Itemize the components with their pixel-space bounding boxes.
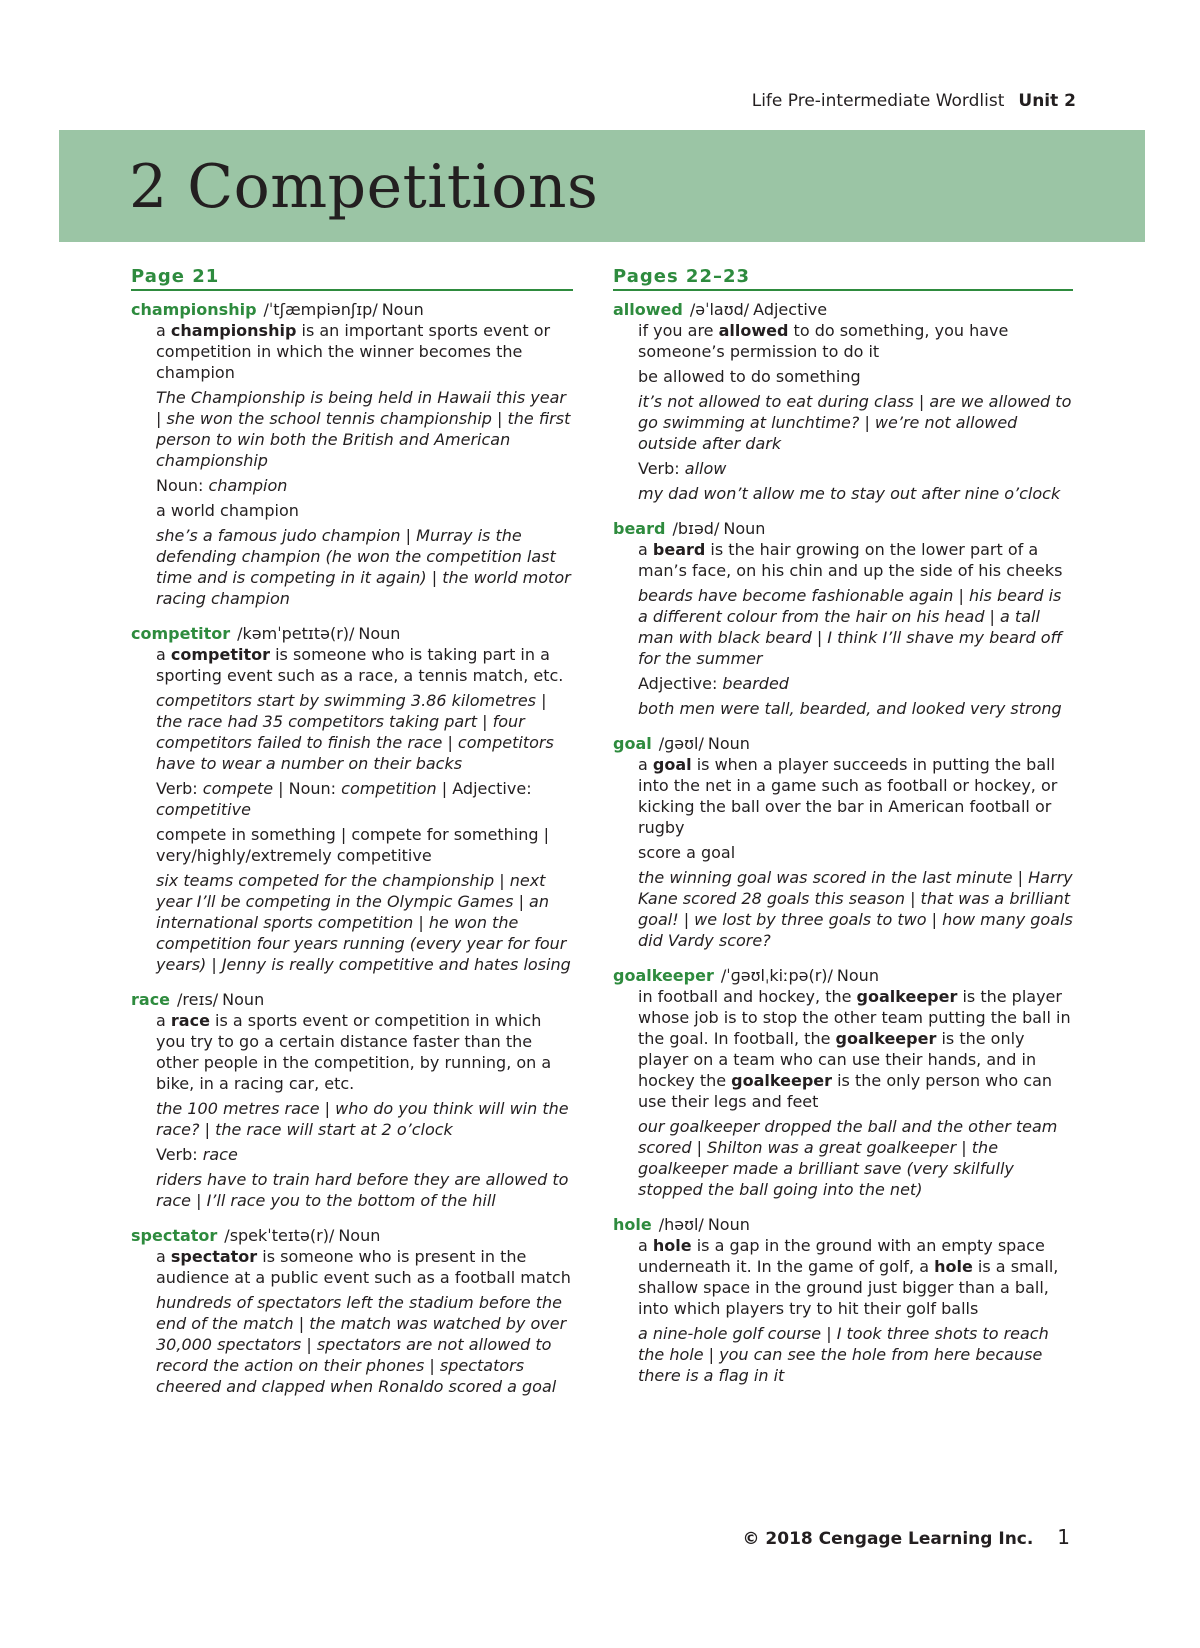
definition-text: is the only person who can use their legs and feet — [638, 1071, 1053, 1111]
example-sentences: my dad won’t allow me to stay out after nine o’clock — [638, 484, 1061, 503]
definition-keyword: goalkeeper — [731, 1071, 833, 1090]
part-of-speech: Noun — [707, 734, 750, 753]
definition-text: is the only player on a team who can use their hands, and in hockey the — [638, 1029, 1037, 1090]
definition-text: in football and hockey, the — [638, 987, 857, 1006]
definition-text: a — [156, 1011, 171, 1030]
entry-body — [156, 1246, 573, 1397]
headword: spectator — [131, 1226, 218, 1245]
dictionary-entry — [613, 965, 1073, 1200]
definition-text: to do something, you have someone’s permission to do it — [638, 321, 1009, 361]
dictionary-entry — [613, 733, 1073, 951]
definition-keyword: allowed — [718, 321, 789, 340]
example-sentences: it’s not allowed to eat during class | are we allowed to go swimming at lunchtime? | we’re not allowed outside after dark — [638, 392, 1072, 453]
definition-text: a — [638, 540, 653, 559]
running-header — [752, 91, 1076, 111]
headword: goalkeeper — [613, 966, 714, 985]
example-sentences: both men were tall, bearded, and looked very strong — [638, 699, 1062, 718]
definition-text: is a gap in the ground with an empty space underneath it. In the game of golf, a — [638, 1236, 1045, 1276]
headword-line — [613, 518, 1073, 539]
example-sentences: beards have become fashionable again | his beard is a different colour from the hair on his head | a tall man with black beard | I think I’ll shave my beard off for the summer — [638, 586, 1063, 668]
phonetic: /həʊl/ — [658, 1215, 704, 1234]
definition-text: | Noun: — [273, 779, 342, 798]
definition-text: is a small, shallow space in the ground just bigger than a ball, into which players try to hit their golf balls — [638, 1257, 1059, 1318]
related-word: competition — [341, 779, 437, 798]
definition-keyword: goalkeeper — [835, 1029, 937, 1048]
entry-body — [638, 986, 1073, 1200]
part-of-speech: Noun — [723, 519, 766, 538]
phonetic: /ˈtʃæmpiənʃɪp/ — [263, 300, 378, 319]
headword: allowed — [613, 300, 683, 319]
headword-line — [131, 1225, 573, 1246]
definition-text: if you are — [638, 321, 719, 340]
rich-line — [156, 778, 573, 820]
definition-keyword: spectator — [170, 1247, 258, 1266]
usage-note — [156, 824, 573, 866]
example-sentences: competitors start by swimming 3.86 kilometres | the race had 35 competitors taking part | four competitors failed to finish the race | competitors have to wear a number on their backs — [156, 691, 554, 773]
definition-text: is someone who is present in the audience at a public event such as a football match — [156, 1247, 571, 1287]
dictionary-entry — [613, 518, 1073, 719]
book-title: Life Pre-intermediate Wordlist — [751, 91, 1005, 111]
headword-line — [131, 989, 573, 1010]
headword: hole — [613, 1215, 652, 1234]
definition-keyword: goal — [652, 755, 692, 774]
rich-line — [638, 986, 1073, 1112]
left-entries — [131, 299, 573, 1397]
related-word: champion — [208, 476, 288, 495]
right-column — [613, 266, 1073, 1400]
headword-line — [613, 299, 1073, 320]
part-of-speech: Noun — [836, 966, 879, 985]
phonetic: /reɪs/ — [177, 990, 219, 1009]
page-number: 1 — [1057, 1525, 1070, 1549]
related-word: race — [202, 1145, 238, 1164]
definition — [156, 320, 573, 383]
copyright: © 2018 Cengage Learning Inc. — [742, 1529, 1034, 1549]
part-of-speech: Noun — [707, 1215, 750, 1234]
example-sentences: the 100 metres race | who do you think will win the race? | the race will start at 2 o’clock — [156, 1099, 569, 1139]
definition-text: is a sports event or competition in which you try to go a certain distance faster than the other people in the competition, by running, on a bike, in a racing car, etc. — [156, 1011, 552, 1093]
definition-keyword: championship — [170, 321, 297, 340]
part-of-speech: Noun — [338, 1226, 381, 1245]
headword: championship — [131, 300, 257, 319]
headword: race — [131, 990, 171, 1009]
dictionary-entry — [131, 299, 573, 609]
usage-note — [638, 366, 1073, 387]
unit-label: Unit 2 — [1018, 91, 1076, 111]
example-sentences: our goalkeeper dropped the ball and the other team scored | Shilton was a great goalkeeper | the goalkeeper made a brilliant save (very skilfully stopped the ball going into the net) — [638, 1117, 1058, 1199]
usage-text: a world champion — [156, 501, 299, 520]
rich-line — [638, 1235, 1073, 1319]
definition-text: is the hair growing on the lower part of a man’s face, on his chin and up the side of his cheeks — [638, 540, 1063, 580]
usage-text: Verb: — [638, 459, 685, 478]
section-heading-left: Page 21 — [131, 266, 573, 291]
definition-text: is someone who is taking part in a sporting event such as a race, a tennis match, etc. — [156, 645, 564, 685]
page-title: 2 Competitions — [129, 152, 599, 222]
headword: goal — [613, 734, 652, 753]
entry-body — [638, 1235, 1073, 1386]
dictionary-entry — [131, 1225, 573, 1397]
definition — [156, 1246, 573, 1288]
definition-text: a — [156, 1247, 171, 1266]
definition-text: is an important sports event or competition in which the winner becomes the champion — [156, 321, 551, 382]
headword: competitor — [131, 624, 231, 643]
headword-line — [613, 965, 1073, 986]
headword-line — [131, 623, 573, 644]
usage-text: Adjective: — [638, 674, 723, 693]
entry-body — [638, 320, 1073, 504]
example-sentences: riders have to train hard before they are allowed to race | I’ll race you to the bottom of the hill — [156, 1170, 569, 1210]
dictionary-entry — [131, 989, 573, 1211]
definition-text: Verb: — [156, 779, 203, 798]
phonetic: /ɡəʊl/ — [658, 734, 704, 753]
usage-text: score a goal — [638, 843, 736, 862]
definition-keyword: hole — [652, 1236, 692, 1255]
dictionary-entry — [613, 1214, 1073, 1386]
usage-text: be allowed to do something — [638, 367, 861, 386]
dictionary-entry — [613, 299, 1073, 504]
entry-body — [156, 320, 573, 609]
phonetic: /kəmˈpetɪtə(r)/ — [237, 624, 355, 643]
example-sentences: six teams competed for the championship | next year I’ll be competing in the Olympic Games | an international sports competition | he won the competition four years running (every year for four years) | Jenny is really competitive and hates losing — [156, 871, 571, 974]
phonetic: /ˈɡəʊlˌkiːpə(r)/ — [720, 966, 833, 985]
related-word: bearded — [722, 674, 789, 693]
definition-keyword: race — [170, 1011, 210, 1030]
part-of-speech: Noun — [222, 990, 265, 1009]
headword: beard — [613, 519, 666, 538]
definition-text: is when a player succeeds in putting the ball into the net in a game such as football or hockey, or kicking the ball over the bar in American football or rugby — [638, 755, 1058, 837]
example-sentences: hundreds of spectators left the stadium before the end of the match | the match was watched by over 30,000 spectators | spectators are not allowed to record the action on their phones | spectators cheered and clapped when Ronaldo scored a goal — [156, 1293, 567, 1396]
definition — [156, 1010, 573, 1094]
usage-text: Noun: — [156, 476, 209, 495]
definition-text: a — [638, 755, 653, 774]
definition-text: | Adjective: — [436, 779, 532, 798]
related-word: compete — [202, 779, 274, 798]
entry-body — [156, 644, 573, 975]
definition-text: a — [156, 645, 171, 664]
definition-text: is the player whose job is to stop the other team putting the ball in the goal. In football, the — [638, 987, 1071, 1048]
example-sentences: a nine-hole golf course | I took three shots to reach the hole | you can see the hole from here because there is a flag in it — [638, 1324, 1049, 1385]
right-entries — [613, 299, 1073, 1386]
definition — [156, 644, 573, 686]
definition — [638, 320, 1073, 362]
usage-note — [638, 673, 1073, 694]
dictionary-entry — [131, 623, 573, 975]
title-band — [59, 130, 1145, 242]
phonetic: /bɪəd/ — [672, 519, 720, 538]
definition-keyword: goalkeeper — [856, 987, 958, 1006]
usage-text: Verb: — [156, 1145, 203, 1164]
phonetic: /əˈlaʊd/ — [689, 300, 750, 319]
usage-note — [156, 1144, 573, 1165]
phonetic: /spekˈteɪtə(r)/ — [224, 1226, 335, 1245]
example-sentences: the winning goal was scored in the last minute | Harry Kane scored 28 goals this season | that was a brilliant goal! | we lost by three goals to two | how many goals did Vardy score? — [638, 868, 1073, 950]
related-word: allow — [684, 459, 727, 478]
example-sentences: The Championship is being held in Hawaii this year | she won the school tennis championship | the first person to win both the British and American championship — [156, 388, 571, 470]
headword-line — [613, 1214, 1073, 1235]
definition-keyword: beard — [652, 540, 706, 559]
part-of-speech: Adjective — [753, 300, 828, 319]
definition-keyword: hole — [934, 1257, 973, 1276]
usage-text: compete in something | compete for something | very/highly/extremely competitive — [156, 825, 549, 865]
definition-text: a — [638, 1236, 653, 1255]
headword-line — [131, 299, 573, 320]
example-sentences: she’s a famous judo champion | Murray is the defending champion (he won the competition last time and is competing in it again) | the world motor racing champion — [156, 526, 571, 608]
usage-note — [638, 842, 1073, 863]
related-word: competitive — [156, 800, 251, 819]
entry-body — [156, 1010, 573, 1211]
entry-body — [638, 539, 1073, 719]
definition — [638, 754, 1073, 838]
definition-text: a — [156, 321, 171, 340]
part-of-speech: Noun — [381, 300, 424, 319]
usage-note — [638, 458, 1073, 479]
usage-note — [156, 475, 573, 496]
left-column — [131, 266, 573, 1411]
part-of-speech: Noun — [358, 624, 401, 643]
section-heading-right: Pages 22–23 — [613, 266, 1073, 291]
headword-line — [613, 733, 1073, 754]
entry-body — [638, 754, 1073, 951]
usage-note — [156, 500, 573, 521]
footer — [743, 1525, 1070, 1549]
definition — [638, 539, 1073, 581]
definition-keyword: competitor — [170, 645, 271, 664]
